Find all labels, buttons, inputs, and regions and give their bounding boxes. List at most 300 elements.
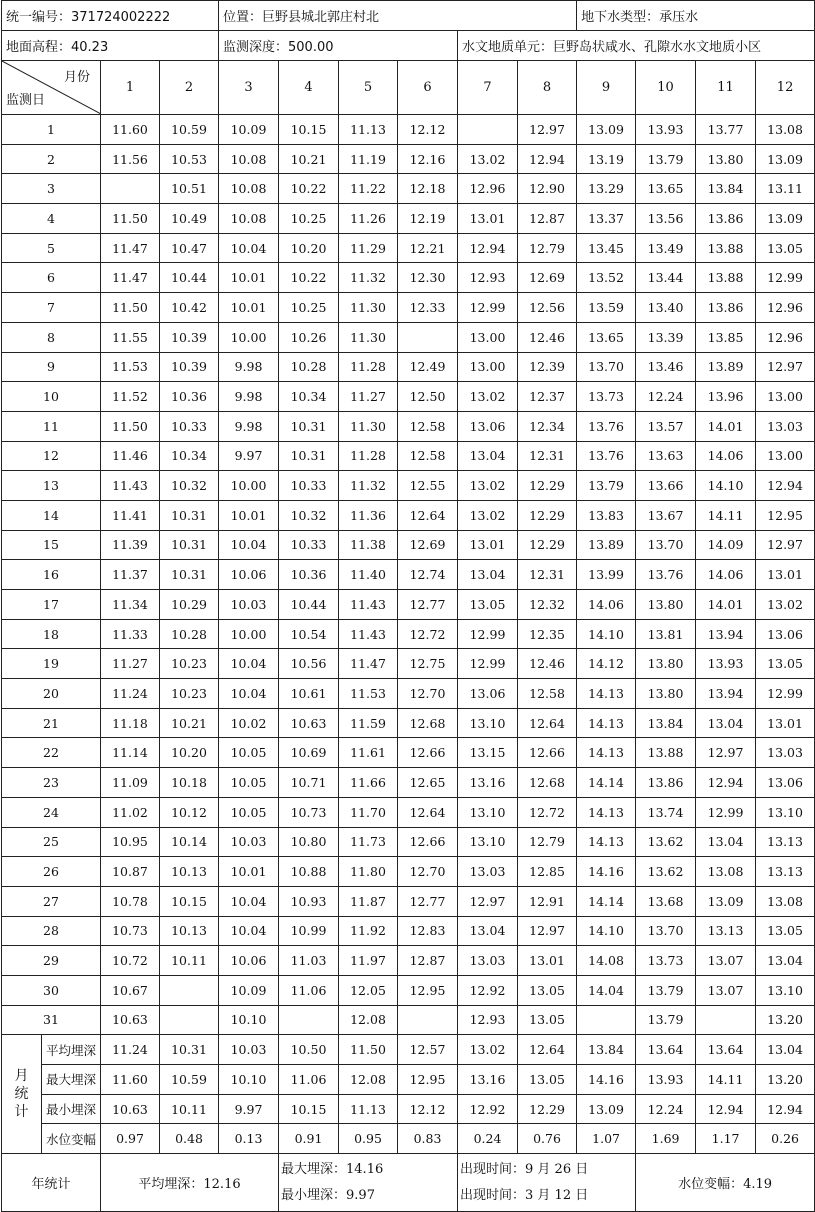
- depth-value: 12.96: [756, 293, 815, 323]
- depth-value: 11.41: [101, 500, 160, 530]
- depth-value: 11.14: [101, 738, 160, 768]
- depth-value: 14.16: [577, 857, 636, 887]
- stat-value: 12.64: [518, 1035, 577, 1065]
- depth-value: 11.30: [339, 411, 398, 441]
- depth-value: 12.72: [398, 619, 458, 649]
- depth-value: 10.03: [219, 827, 279, 857]
- depth-value: 13.77: [696, 115, 756, 145]
- stat-value: 10.11: [160, 1094, 219, 1124]
- stat-value: 13.04: [756, 1035, 815, 1065]
- depth-value: 13.05: [518, 975, 577, 1005]
- depth-value: 13.13: [756, 827, 815, 857]
- day-cell: 14: [2, 500, 101, 530]
- day-cell: 21: [2, 708, 101, 738]
- corner-header: [2, 61, 101, 115]
- depth-value: 10.29: [160, 590, 219, 620]
- depth-value: 11.56: [101, 144, 160, 174]
- depth-value: 11.28: [339, 352, 398, 382]
- month-header: 2: [160, 61, 219, 115]
- day-cell: 22: [2, 738, 101, 768]
- stat-label: 最小埋深: [42, 1094, 101, 1124]
- table-row: [2, 768, 815, 798]
- stat-value: 10.31: [160, 1035, 219, 1065]
- depth-value: 10.00: [219, 619, 279, 649]
- depth-value: 9.97: [219, 441, 279, 471]
- depth-value: 13.29: [577, 174, 636, 204]
- depth-value: 12.29: [518, 500, 577, 530]
- depth-value: 14.14: [577, 886, 636, 916]
- depth-value: 11.43: [101, 471, 160, 501]
- depth-value: 11.50: [101, 411, 160, 441]
- depth-value: 13.89: [577, 530, 636, 560]
- depth-value: 11.73: [339, 827, 398, 857]
- depth-value: 10.04: [219, 530, 279, 560]
- depth-value: 13.65: [636, 174, 696, 204]
- table-row: [2, 382, 815, 412]
- stat-value: 12.08: [339, 1065, 398, 1095]
- depth-value: 13.93: [696, 649, 756, 679]
- depth-value: 10.78: [101, 886, 160, 916]
- depth-value: 13.70: [577, 352, 636, 382]
- depth-value: 10.23: [160, 649, 219, 679]
- depth-value: 11.38: [339, 530, 398, 560]
- depth-value: 10.59: [160, 115, 219, 145]
- depth-value: 12.31: [518, 441, 577, 471]
- depth-value: 10.12: [160, 797, 219, 827]
- depth-value: 11.39: [101, 530, 160, 560]
- depth-value: 12.94: [458, 233, 518, 263]
- stat-label: 平均埋深: [42, 1035, 101, 1065]
- depth-value: 13.03: [756, 738, 815, 768]
- depth-value: 10.28: [279, 352, 339, 382]
- day-cell: 6: [2, 263, 101, 293]
- depth-value: 12.99: [458, 293, 518, 323]
- depth-value: 12.99: [458, 649, 518, 679]
- depth-value: 12.77: [398, 590, 458, 620]
- depth-value: 13.63: [636, 441, 696, 471]
- depth-value: 12.50: [398, 382, 458, 412]
- stat-value: 12.92: [458, 1094, 518, 1124]
- depth-value: 14.11: [696, 500, 756, 530]
- depth-value: 13.83: [577, 500, 636, 530]
- depth-value: [398, 1005, 458, 1035]
- depth-value: 12.72: [518, 797, 577, 827]
- depth-value: 12.69: [398, 530, 458, 560]
- depth-value: 10.28: [160, 619, 219, 649]
- table-row: [2, 738, 815, 768]
- depth-value: 13.09: [696, 886, 756, 916]
- depth-value: 12.39: [518, 352, 577, 382]
- depth-value: 13.56: [636, 204, 696, 234]
- day-cell: 19: [2, 649, 101, 679]
- month-header: 9: [577, 61, 636, 115]
- day-cell: 13: [2, 471, 101, 501]
- depth-value: 12.70: [398, 857, 458, 887]
- depth-value: 13.13: [696, 916, 756, 946]
- depth-value: 13.80: [636, 590, 696, 620]
- depth-value: 10.15: [279, 115, 339, 145]
- table-row: [2, 411, 815, 441]
- depth-value: 10.39: [160, 322, 219, 352]
- stat-value: 13.02: [458, 1035, 518, 1065]
- table-row: [2, 204, 815, 234]
- depth-value: 13.40: [636, 293, 696, 323]
- depth-value: 14.13: [577, 738, 636, 768]
- depth-value: 11.09: [101, 768, 160, 798]
- day-cell: 2: [2, 144, 101, 174]
- depth-value: 11.43: [339, 619, 398, 649]
- depth-value: 11.80: [339, 857, 398, 887]
- depth-value: 12.66: [518, 738, 577, 768]
- depth-value: 13.02: [458, 382, 518, 412]
- depth-value: 11.06: [279, 975, 339, 1005]
- depth-value: 11.27: [101, 649, 160, 679]
- day-cell: 25: [2, 827, 101, 857]
- depth-value: 13.86: [636, 768, 696, 798]
- stat-value: 12.94: [696, 1094, 756, 1124]
- depth-value: 13.80: [636, 649, 696, 679]
- depth-value: [101, 174, 160, 204]
- day-cell: 27: [2, 886, 101, 916]
- depth-value: 10.73: [279, 797, 339, 827]
- depth-value: 13.05: [756, 233, 815, 263]
- depth-value: 11.28: [339, 441, 398, 471]
- depth-value: 9.98: [219, 411, 279, 441]
- depth-value: 11.29: [339, 233, 398, 263]
- depth-value: 10.54: [279, 619, 339, 649]
- day-cell: 29: [2, 946, 101, 976]
- depth-value: 12.90: [518, 174, 577, 204]
- day-cell: 5: [2, 233, 101, 263]
- depth-value: 11.59: [339, 708, 398, 738]
- stat-value: 10.03: [219, 1035, 279, 1065]
- depth-value: 10.22: [279, 263, 339, 293]
- stat-value: 1.17: [696, 1124, 756, 1154]
- depth-value: 12.12: [398, 115, 458, 145]
- depth-value: 12.97: [518, 916, 577, 946]
- depth-value: 13.10: [756, 975, 815, 1005]
- depth-value: 12.87: [518, 204, 577, 234]
- depth-value: 13.00: [458, 322, 518, 352]
- depth-value: 12.21: [398, 233, 458, 263]
- depth-value: 11.19: [339, 144, 398, 174]
- depth-value: 10.39: [160, 352, 219, 382]
- depth-value: 12.49: [398, 352, 458, 382]
- table-row: [2, 946, 815, 976]
- depth-value: 12.08: [339, 1005, 398, 1035]
- depth-value: 10.34: [279, 382, 339, 412]
- depth-value: 12.64: [518, 708, 577, 738]
- depth-value: 12.65: [398, 768, 458, 798]
- stat-value: 0.91: [279, 1124, 339, 1154]
- depth-value: 12.97: [756, 530, 815, 560]
- day-cell: 3: [2, 174, 101, 204]
- table-row: [2, 857, 815, 887]
- day-cell: 28: [2, 916, 101, 946]
- depth-value: 13.80: [696, 144, 756, 174]
- stat-value: 12.95: [398, 1065, 458, 1095]
- depth-value: 11.02: [101, 797, 160, 827]
- depth-value: 11.18: [101, 708, 160, 738]
- depth-value: [398, 322, 458, 352]
- month-header: 3: [219, 61, 279, 115]
- depth-value: 10.04: [219, 649, 279, 679]
- depth-value: 13.03: [458, 946, 518, 976]
- depth-value: 14.08: [577, 946, 636, 976]
- depth-value: 10.05: [219, 768, 279, 798]
- depth-value: 12.58: [398, 411, 458, 441]
- depth-value: 13.76: [577, 411, 636, 441]
- depth-value: 14.13: [577, 797, 636, 827]
- table-row: [2, 263, 815, 293]
- depth-value: 10.01: [219, 293, 279, 323]
- depth-value: 13.44: [636, 263, 696, 293]
- depth-value: 10.42: [160, 293, 219, 323]
- depth-value: 13.88: [696, 263, 756, 293]
- depth-value: 13.79: [636, 1005, 696, 1035]
- depth-value: 10.51: [160, 174, 219, 204]
- depth-value: 13.03: [458, 857, 518, 887]
- depth-value: 13.39: [636, 322, 696, 352]
- depth-value: 10.67: [101, 975, 160, 1005]
- depth-value: 12.94: [518, 144, 577, 174]
- day-cell: 11: [2, 411, 101, 441]
- depth-value: 10.44: [160, 263, 219, 293]
- depth-value: 13.04: [458, 441, 518, 471]
- depth-value: 13.00: [756, 441, 815, 471]
- table-row: [2, 560, 815, 590]
- depth-value: 13.06: [458, 679, 518, 709]
- depth-value: 11.47: [101, 233, 160, 263]
- depth-value: 13.94: [696, 619, 756, 649]
- depth-value: 10.25: [279, 293, 339, 323]
- depth-value: 10.26: [279, 322, 339, 352]
- stat-value: 13.20: [756, 1065, 815, 1095]
- stat-value: 11.13: [339, 1094, 398, 1124]
- depth-value: 14.01: [696, 590, 756, 620]
- table-row: [2, 322, 815, 352]
- depth-value: 12.58: [518, 679, 577, 709]
- depth-value: 12.94: [696, 768, 756, 798]
- depth-value: 13.62: [636, 827, 696, 857]
- day-cell: 15: [2, 530, 101, 560]
- stat-value: 1.69: [636, 1124, 696, 1154]
- stat-value: 10.15: [279, 1094, 339, 1124]
- depth-value: 13.81: [636, 619, 696, 649]
- stat-value: 13.64: [636, 1035, 696, 1065]
- depth-value: 10.06: [219, 560, 279, 590]
- depth-value: 13.06: [756, 619, 815, 649]
- depth-value: 12.99: [756, 263, 815, 293]
- stat-value: 9.97: [219, 1094, 279, 1124]
- table-row: [2, 1005, 815, 1035]
- depth-value: 12.99: [696, 797, 756, 827]
- depth-value: 10.36: [279, 560, 339, 590]
- depth-value: 12.33: [398, 293, 458, 323]
- depth-value: 14.13: [577, 827, 636, 857]
- stat-value: 14.11: [696, 1065, 756, 1095]
- monitoring-depth: 监测深度：500.00: [219, 31, 458, 61]
- depth-value: 12.56: [518, 293, 577, 323]
- depth-value: 12.31: [518, 560, 577, 590]
- day-cell: 17: [2, 590, 101, 620]
- depth-value: 11.50: [101, 204, 160, 234]
- depth-value: 13.07: [696, 946, 756, 976]
- depth-value: [160, 975, 219, 1005]
- depth-value: 12.32: [518, 590, 577, 620]
- depth-value: 13.84: [696, 174, 756, 204]
- depth-value: 10.69: [279, 738, 339, 768]
- day-cell: 24: [2, 797, 101, 827]
- depth-value: 10.32: [279, 500, 339, 530]
- depth-value: 10.31: [160, 530, 219, 560]
- depth-value: 10.34: [160, 441, 219, 471]
- depth-value: 12.68: [398, 708, 458, 738]
- depth-value: 13.88: [636, 738, 696, 768]
- day-cell: 31: [2, 1005, 101, 1035]
- depth-value: 11.27: [339, 382, 398, 412]
- depth-value: 12.37: [518, 382, 577, 412]
- depth-value: 12.93: [458, 263, 518, 293]
- annual-max: 最大埋深：14.16: [281, 1161, 384, 1177]
- depth-value: 11.30: [339, 293, 398, 323]
- depth-value: 10.01: [219, 500, 279, 530]
- depth-value: 10.14: [160, 827, 219, 857]
- table-row: [2, 441, 815, 471]
- depth-value: 13.16: [458, 768, 518, 798]
- depth-value: 11.03: [279, 946, 339, 976]
- depth-value: 10.13: [160, 857, 219, 887]
- depth-value: 13.79: [577, 471, 636, 501]
- stat-value: 10.63: [101, 1094, 160, 1124]
- depth-value: 12.87: [398, 946, 458, 976]
- depth-value: 13.13: [756, 857, 815, 887]
- depth-value: 13.62: [636, 857, 696, 887]
- depth-value: 13.96: [696, 382, 756, 412]
- depth-value: 11.40: [339, 560, 398, 590]
- depth-value: 10.02: [219, 708, 279, 738]
- depth-value: 13.04: [696, 827, 756, 857]
- depth-value: 13.45: [577, 233, 636, 263]
- stat-value: 11.06: [279, 1065, 339, 1095]
- depth-value: 14.06: [577, 590, 636, 620]
- depth-value: 13.89: [696, 352, 756, 382]
- depth-value: 10.61: [279, 679, 339, 709]
- depth-value: 13.49: [636, 233, 696, 263]
- depth-value: 13.05: [518, 1005, 577, 1035]
- depth-value: 12.66: [398, 738, 458, 768]
- depth-value: 10.49: [160, 204, 219, 234]
- depth-value: 13.99: [577, 560, 636, 590]
- month-header: 11: [696, 61, 756, 115]
- depth-value: 11.60: [101, 115, 160, 145]
- depth-value: 12.55: [398, 471, 458, 501]
- stat-value: 12.24: [636, 1094, 696, 1124]
- depth-value: 12.69: [518, 263, 577, 293]
- depth-value: 10.00: [219, 471, 279, 501]
- depth-value: 10.04: [219, 886, 279, 916]
- day-cell: 26: [2, 857, 101, 887]
- annual-max-time: 出现时间：9 月 26 日: [460, 1161, 589, 1177]
- day-cell: 23: [2, 768, 101, 798]
- depth-value: 11.47: [339, 649, 398, 679]
- table-row: [2, 827, 815, 857]
- depth-value: [160, 1005, 219, 1035]
- hydrogeologic-unit: 水文地质单元：巨野岛状咸水、孔隙水水文地质小区: [458, 31, 815, 61]
- depth-value: 13.03: [756, 411, 815, 441]
- depth-value: 12.58: [398, 441, 458, 471]
- depth-value: 14.06: [696, 441, 756, 471]
- table-row: [2, 144, 815, 174]
- depth-value: 12.35: [518, 619, 577, 649]
- depth-value: 12.99: [458, 619, 518, 649]
- stat-value: 13.09: [577, 1094, 636, 1124]
- table-row: [2, 293, 815, 323]
- depth-value: 12.30: [398, 263, 458, 293]
- depth-value: 10.33: [279, 530, 339, 560]
- depth-value: 13.20: [756, 1005, 815, 1035]
- depth-value: 12.74: [398, 560, 458, 590]
- depth-value: 13.94: [696, 679, 756, 709]
- depth-value: 10.04: [219, 916, 279, 946]
- depth-value: 13.04: [696, 708, 756, 738]
- depth-value: 10.63: [279, 708, 339, 738]
- depth-value: 13.10: [458, 827, 518, 857]
- depth-value: 10.33: [160, 411, 219, 441]
- depth-value: 14.12: [577, 649, 636, 679]
- depth-value: 12.83: [398, 916, 458, 946]
- depth-value: 11.37: [101, 560, 160, 590]
- day-cell: 7: [2, 293, 101, 323]
- depth-value: 12.96: [756, 322, 815, 352]
- depth-value: [458, 115, 518, 145]
- table-row: [2, 975, 815, 1005]
- depth-value: 13.76: [636, 560, 696, 590]
- annual-min: 最小埋深：9.97: [281, 1187, 375, 1203]
- annual-range: 水位变幅：4.19: [636, 1154, 815, 1212]
- depth-value: 13.09: [756, 204, 815, 234]
- depth-value: 13.01: [458, 204, 518, 234]
- depth-value: 13.85: [696, 322, 756, 352]
- depth-value: 12.97: [696, 738, 756, 768]
- depth-value: 14.13: [577, 679, 636, 709]
- depth-value: 10.06: [219, 946, 279, 976]
- day-cell: 12: [2, 441, 101, 471]
- depth-value: 13.05: [756, 649, 815, 679]
- monthly-stat-row: [2, 1094, 815, 1124]
- depth-value: 13.84: [636, 708, 696, 738]
- depth-value: 13.05: [756, 916, 815, 946]
- depth-value: 11.97: [339, 946, 398, 976]
- depth-value: 10.15: [160, 886, 219, 916]
- depth-value: 12.64: [398, 500, 458, 530]
- depth-value: 13.37: [577, 204, 636, 234]
- depth-value: 13.88: [696, 233, 756, 263]
- depth-value: 13.07: [696, 975, 756, 1005]
- depth-value: 10.01: [219, 263, 279, 293]
- depth-value: 13.10: [458, 797, 518, 827]
- depth-value: 13.76: [577, 441, 636, 471]
- table-row: [2, 619, 815, 649]
- stat-value: 0.26: [756, 1124, 815, 1154]
- day-cell: 16: [2, 560, 101, 590]
- stat-value: 13.16: [458, 1065, 518, 1095]
- depth-value: 13.06: [756, 768, 815, 798]
- depth-value: 13.73: [577, 382, 636, 412]
- stat-value: 14.16: [577, 1065, 636, 1095]
- stat-value: 12.57: [398, 1035, 458, 1065]
- depth-value: 12.05: [339, 975, 398, 1005]
